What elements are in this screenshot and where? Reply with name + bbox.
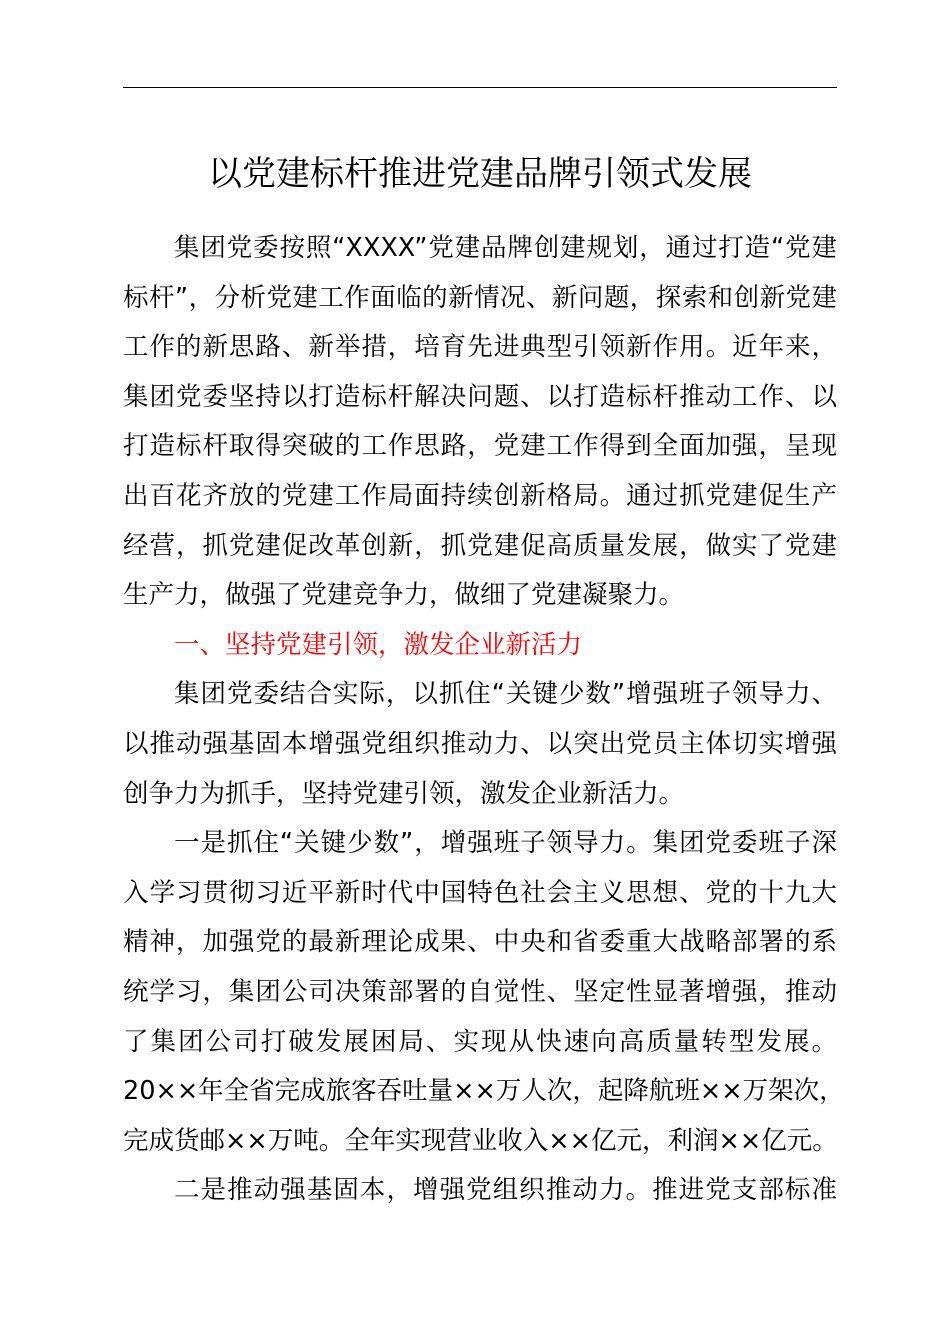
paragraph-line: 集团党委按照“XXXX”党建品牌创建规划，通过打造“党建 (174, 233, 837, 263)
paragraph-line: 集团党委结合实际，以抓住“关键少数”增强班子领导力、 (174, 679, 837, 710)
paragraph-line: 了集团公司打破发展困局、实现从快速向高质量转型发展。 (123, 1026, 837, 1057)
paragraph-line: 工作的新思路、新举措，培育先进典型引领新作用。近年来， (123, 332, 837, 363)
paragraph-line: 经营，抓党建促改革创新，抓党建促高质量发展，做实了党建 (123, 530, 837, 561)
paragraph-line: 入学习贯彻习近平新时代中国特色社会主义思想、党的十九大 (123, 877, 837, 908)
paragraph-line: 20××年全省完成旅客吞吐量××万人次，起降航班××万架次， (123, 1076, 845, 1107)
document-body (123, 224, 845, 1216)
paragraph-line: 统学习，集团公司决策部署的自觉性、坚定性显著增强，推动 (123, 976, 837, 1007)
section-heading: 一、坚持党建引领，激发企业新活力 (174, 629, 583, 660)
paragraph-line: 完成货邮××万吨。全年实现营业收入××亿元，利润××亿元。 (123, 1125, 838, 1156)
paragraph-line: 标杆”，分析党建工作面临的新情况、新问题，探索和创新党建 (123, 282, 837, 313)
paragraph-line: 以推动强基固本增强党组织推动力、以突出党员主体切实增强 (123, 728, 837, 759)
paragraph-line: 二是推动强基固本，增强党组织推动力。推进党支部标准 (174, 1175, 837, 1206)
paragraph-line: 生产力，做强了党建竞争力，做细了党建凝聚力。 (123, 580, 685, 611)
paragraph-line: 创争力为抓手，坚持党建引领，激发企业新活力。 (123, 778, 685, 809)
paragraph-line: 集团党委坚持以打造标杆解决问题、以打造标杆推动工作、以 (123, 381, 837, 412)
paragraph-line: 打造标杆取得突破的工作思路，党建工作得到全面加强，呈现 (123, 431, 837, 462)
paragraph-line: 一是抓住“关键少数”，增强班子领导力。集团党委班子深 (174, 828, 837, 859)
header-rule (123, 87, 837, 88)
paragraph-line: 出百花齐放的党建工作局面持续创新格局。通过抓党建促生产 (123, 480, 837, 511)
document-title: 以党建标杆推进党建品牌引领式发展 (208, 154, 752, 194)
paragraph-line: 精神，加强党的最新理论成果、中央和省委重大战略部署的系 (123, 927, 837, 958)
